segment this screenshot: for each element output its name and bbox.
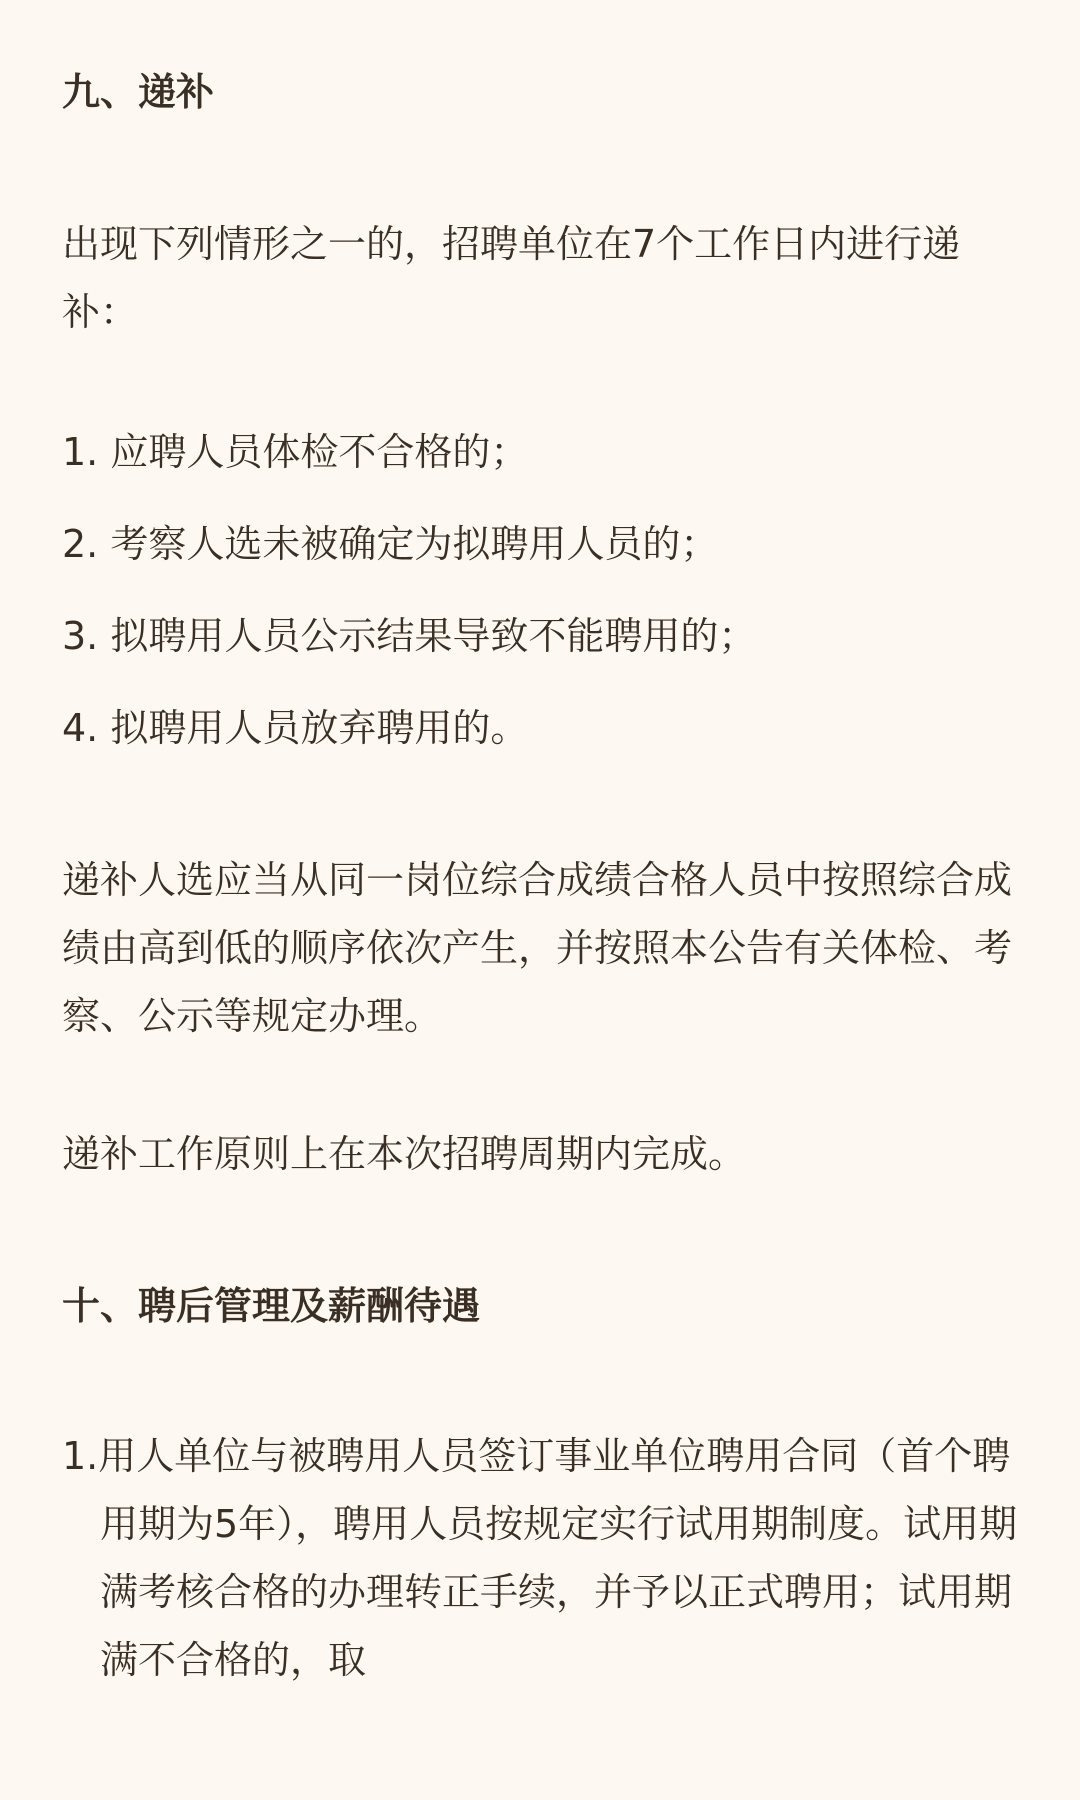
list-item-text: 应聘人员体检不合格的； xyxy=(110,430,529,474)
section-10-heading: 十、聘后管理及薪酬待遇 xyxy=(62,1284,481,1328)
list-item-text: 拟聘用人员放弃聘用的。 xyxy=(110,706,529,750)
list-item xyxy=(62,694,1028,762)
section-9-list xyxy=(62,418,1028,762)
list-item-number: 1. xyxy=(62,1434,99,1478)
list-item-number: 4. xyxy=(62,706,99,750)
list-item-number: 2. xyxy=(62,522,99,566)
section-9-intro: 出现下列情形之一的，招聘单位在7个工作日内进行递补： xyxy=(62,222,961,334)
list-item xyxy=(62,418,1028,486)
list-item-number: 3. xyxy=(62,614,99,658)
list-item-text: 考察人选未被确定为拟聘用人员的； xyxy=(110,522,719,566)
list-item-text: 拟聘用人员公示结果导致不能聘用的； xyxy=(110,614,757,658)
section-9-order-text: 递补人选应当从同一岗位综合成绩合格人员中按照综合成绩由高到低的顺序依次产生，并按照本公告有关体检、考察、公示等规定办理。 xyxy=(62,858,1013,1038)
list-item-number: 1. xyxy=(62,430,99,474)
list-item xyxy=(62,602,1028,670)
section-9-heading: 九、递补 xyxy=(62,70,215,114)
list-item xyxy=(62,1422,1028,1694)
section-9-principle-text: 递补工作原则上在本次招聘周期内完成。 xyxy=(62,1132,747,1176)
list-item-text: 用人单位与被聘用人员签订事业单位聘用合同（首个聘用期为5年），聘用人员按规定实行试用期制度。试用期满考核合格的办理转正手续，并予以正式聘用；试用期满不合格的，取 xyxy=(98,1434,1018,1682)
list-item xyxy=(62,510,1028,578)
section-10-list xyxy=(62,1422,1028,1694)
